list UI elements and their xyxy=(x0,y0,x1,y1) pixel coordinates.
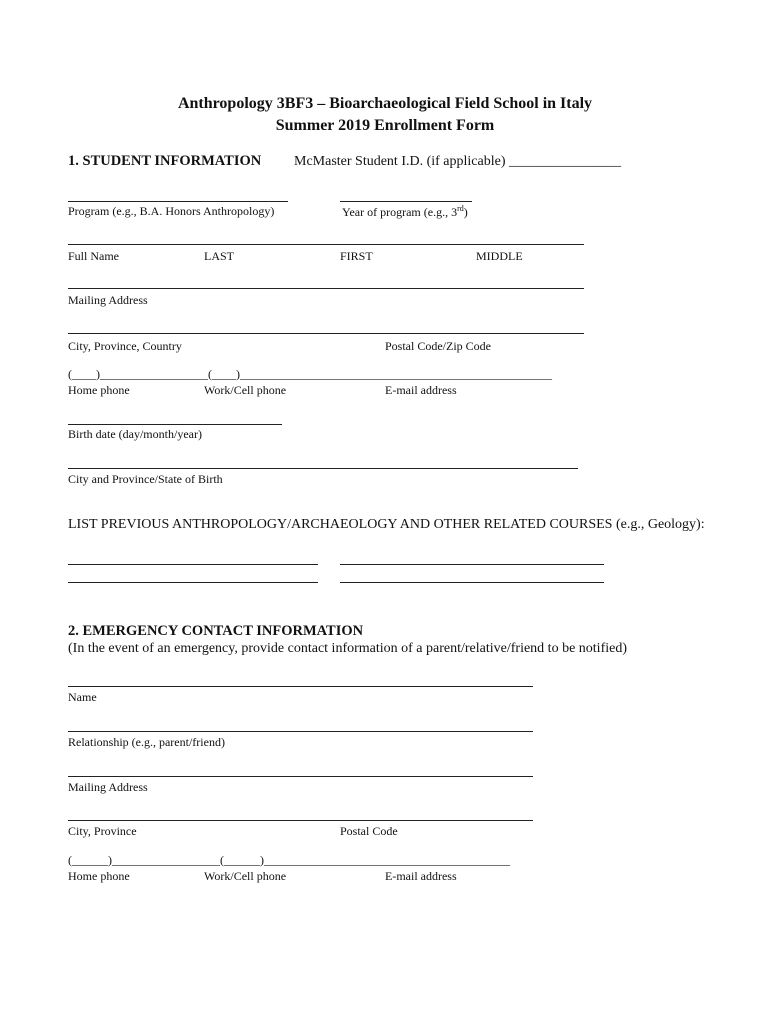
year-line[interactable] xyxy=(340,201,472,202)
courses-heading: LIST PREVIOUS ANTHROPOLOGY/ARCHAEOLOGY AND OTHER RELATED COURSES (e.g., Geology): xyxy=(68,517,705,532)
last-name-label: LAST xyxy=(204,249,234,263)
ec-email-label: E-mail address xyxy=(385,869,457,883)
course-line-4[interactable] xyxy=(340,582,604,583)
full-name-label: Full Name xyxy=(68,249,119,263)
ec-city-line[interactable] xyxy=(68,820,533,821)
ec-name-line[interactable] xyxy=(68,686,533,687)
work-phone-label: Work/Cell phone xyxy=(204,383,287,397)
year-label: Year of program (e.g., 3rd) xyxy=(342,204,468,219)
course-line-1[interactable] xyxy=(68,564,318,565)
mailing-address-line[interactable] xyxy=(68,288,584,289)
course-line-3[interactable] xyxy=(68,582,318,583)
birth-place-line[interactable] xyxy=(68,468,578,469)
first-name-label: FIRST xyxy=(340,249,373,263)
ec-home-phone-label: Home phone xyxy=(68,869,130,883)
student-id-field[interactable]: McMaster Student I.D. (if applicable) ________________ xyxy=(294,154,621,169)
middle-name-label: MIDDLE xyxy=(476,249,523,263)
ec-postal-label: Postal Code xyxy=(340,824,398,838)
section1-heading: 1. STUDENT INFORMATION xyxy=(68,153,262,169)
ec-work-phone-label: Work/Cell phone xyxy=(204,869,287,883)
home-phone-label: Home phone xyxy=(68,383,130,397)
ec-mailing-line[interactable] xyxy=(68,776,533,777)
birth-date-line[interactable] xyxy=(68,424,282,425)
program-line[interactable] xyxy=(68,201,288,202)
postal-code-label: Postal Code/Zip Code xyxy=(385,339,491,353)
phone-line[interactable]: (____)__________________(____)____________________________________________________ xyxy=(68,367,552,381)
section2-subheading: (In the event of an emergency, provide contact information of a parent/relative/friend to be notified) xyxy=(68,641,627,656)
ec-name-label: Name xyxy=(68,690,97,704)
ec-city-label: City, Province xyxy=(68,824,137,838)
full-name-line[interactable] xyxy=(68,244,584,245)
form-title-line1: Anthropology 3BF3 – Bioarchaeological Field School in Italy xyxy=(177,95,593,112)
ec-mailing-label: Mailing Address xyxy=(68,780,148,794)
ec-phone-line[interactable]: (______)__________________(______)_________________________________________ xyxy=(68,853,510,867)
program-label: Program (e.g., B.A. Honors Anthropology) xyxy=(68,204,275,218)
city-province-country-label: City, Province, Country xyxy=(68,339,182,353)
section2-heading: 2. EMERGENCY CONTACT INFORMATION xyxy=(68,623,364,639)
ec-relationship-label: Relationship (e.g., parent/friend) xyxy=(68,735,225,749)
mailing-address-label: Mailing Address xyxy=(68,293,148,307)
email-label: E-mail address xyxy=(385,383,457,397)
form-title-line2: Summer 2019 Enrollment Form xyxy=(275,117,495,134)
city-line[interactable] xyxy=(68,333,584,334)
birth-date-label: Birth date (day/month/year) xyxy=(68,427,202,441)
course-line-2[interactable] xyxy=(340,564,604,565)
birth-place-label: City and Province/State of Birth xyxy=(68,472,223,486)
ec-relationship-line[interactable] xyxy=(68,731,533,732)
